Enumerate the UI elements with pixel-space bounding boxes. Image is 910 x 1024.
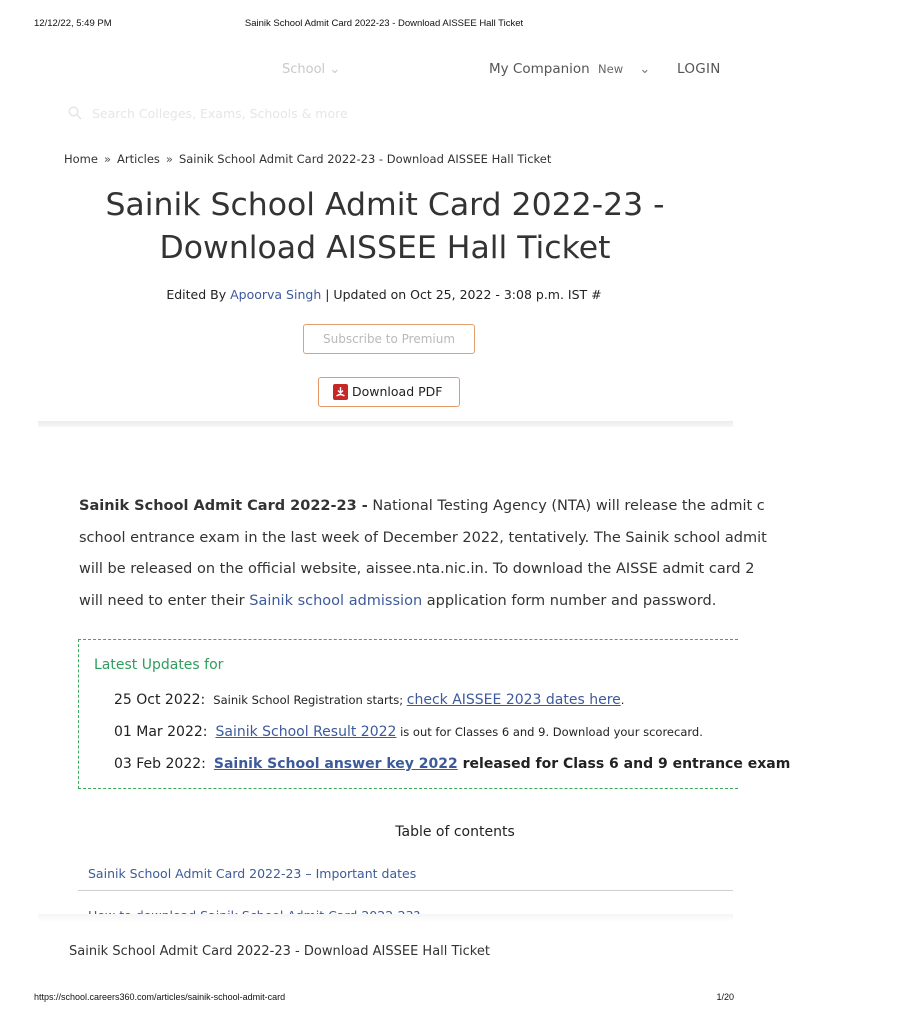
breadcrumb: [64, 152, 551, 166]
update-item: [114, 753, 790, 772]
update-date: 01 Mar 2022:: [114, 724, 208, 740]
download-pdf-button[interactable]: [318, 377, 460, 407]
print-doc-title: Sainik School Admit Card 2022-23 - Download AISSEE Hall Ticket: [244, 18, 524, 29]
top-navigation: [0, 58, 768, 84]
update-date: 03 Feb 2022:: [114, 756, 206, 772]
latest-updates-box: [78, 639, 791, 789]
login-button[interactable]: LOGIN: [677, 61, 721, 77]
update-text: is out for Classes 6 and 9. Download your scorecard.: [396, 725, 703, 739]
nav-my-companion[interactable]: [489, 61, 650, 77]
subscribe-premium-button[interactable]: Subscribe to Premium: [303, 324, 475, 354]
page-title: Sainik School Admit Card 2022-23 - Download AISSEE Hall Ticket: [105, 187, 665, 266]
sainik-admission-link[interactable]: Sainik school admission: [249, 592, 423, 609]
toc-title: Table of contents: [395, 824, 515, 840]
print-page-number: 1/20: [716, 992, 734, 1002]
sainik-result-link[interactable]: Sainik School Result 2022: [215, 724, 397, 740]
breadcrumb-current: Sainik School Admit Card 2022-23 - Download AISSEE Hall Ticket: [178, 152, 552, 166]
print-url: https://school.careers360.com/articles/sainik-school-admit-card: [34, 992, 286, 1002]
intro-paragraph: [79, 491, 767, 617]
update-item: [114, 721, 703, 740]
new-badge: New: [598, 62, 624, 76]
intro-line-4-post: application form number and password.: [422, 592, 717, 609]
chevron-down-icon: ⌄: [639, 62, 651, 77]
byline-prefix: Edited By: [166, 287, 227, 302]
intro-line-3: will be released on the official website, aissee.nta.nic.in. To download the AISSE admit card 2: [79, 561, 755, 577]
sticky-article-title: Sainik School Admit Card 2022-23 - Download AISSEE Hall Ticket: [69, 944, 490, 959]
intro-line-4-pre: will need to enter their: [79, 592, 250, 609]
pdf-icon: [333, 384, 348, 400]
intro-line-2: school entrance exam in the last week of December 2022, tentatively. The Sainik school admit: [79, 529, 767, 546]
search-input[interactable]: [92, 104, 652, 122]
author-link[interactable]: Apoorva Singh: [230, 287, 322, 302]
answer-key-link[interactable]: Sainik School answer key 2022: [213, 756, 458, 772]
nav-school-label: School: [282, 62, 326, 77]
print-datetime: 12/12/22, 5:49 PM: [34, 18, 112, 29]
search-icon: [68, 106, 82, 120]
latest-updates-heading: Latest Updates for: [94, 657, 224, 673]
intro-bold: Sainik School Admit Card 2022-23 -: [79, 498, 368, 514]
breadcrumb-separator: »: [165, 152, 173, 166]
nav-companion-label: My Companion: [489, 61, 590, 77]
update-post: .: [620, 693, 625, 707]
breadcrumb-home[interactable]: Home: [64, 152, 98, 166]
updated-date: | Updated on Oct 25, 2022 - 3:08 p.m. IST #: [325, 287, 602, 302]
update-date: 25 Oct 2022:: [114, 692, 206, 708]
update-text: Sainik School Registration starts;: [213, 693, 407, 707]
breadcrumb-separator: »: [103, 152, 112, 166]
intro-line-1: National Testing Agency (NTA) will release the admit c: [367, 498, 765, 514]
toc-divider: [78, 890, 733, 891]
sticky-bar-shadow: [38, 914, 733, 922]
toc-item[interactable]: Sainik School Admit Card 2022-23 – Important dates: [88, 866, 417, 881]
update-item: [114, 689, 624, 708]
search-bar: [66, 104, 686, 124]
print-header: [0, 18, 768, 32]
update-text: released for Class 6 and 9 entrance exam: [457, 756, 791, 772]
byline: [0, 287, 768, 302]
breadcrumb-articles[interactable]: Articles: [117, 152, 160, 166]
chevron-down-icon: ⌄: [329, 62, 341, 77]
nav-school-dropdown[interactable]: [282, 62, 340, 77]
aissee-dates-link[interactable]: check AISSEE 2023 dates here: [406, 692, 621, 708]
section-divider: [38, 421, 733, 427]
download-pdf-label: Download PDF: [352, 384, 443, 399]
